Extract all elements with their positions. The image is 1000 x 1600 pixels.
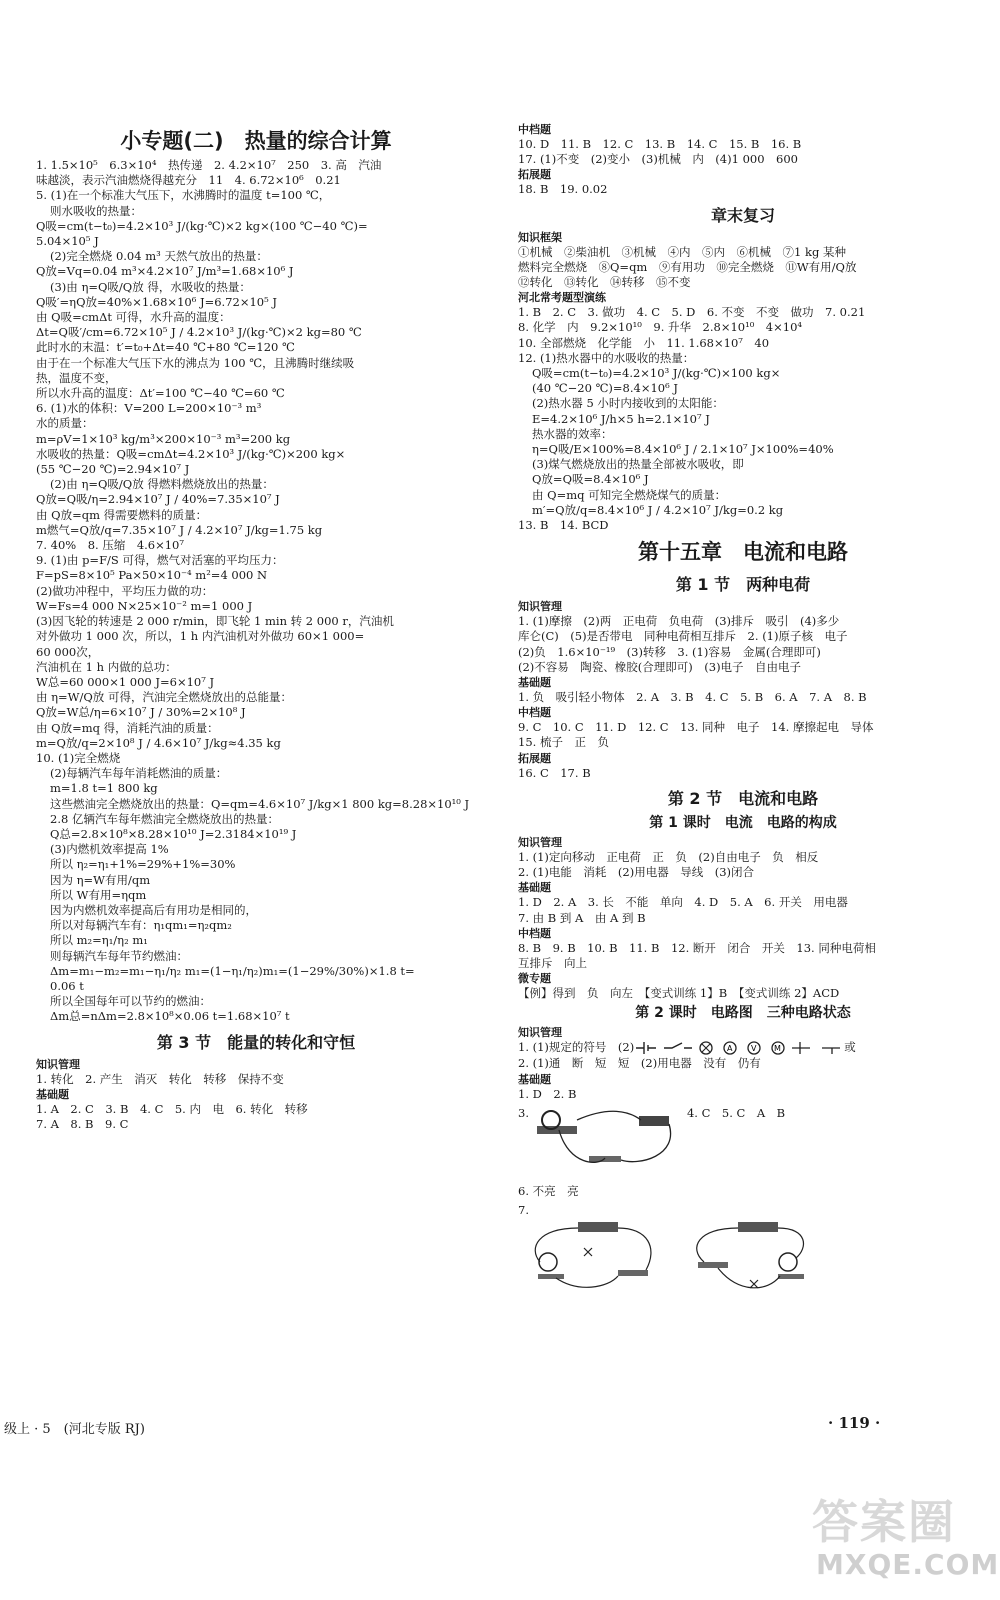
answer-line: (2)做功冲程中，平均压力做的功： (36, 583, 214, 598)
category-label: 知识框架 (518, 230, 562, 244)
answer-line: 7. 由 B 到 A 由 A 到 B (518, 910, 646, 925)
circuit-figure-3 (529, 1106, 679, 1176)
category-label: 知识管理 (36, 1057, 80, 1071)
watermark-logo: 答案圈 (812, 1495, 956, 1549)
answer-line: 则每辆汽车每年节约燃油： (50, 948, 188, 963)
answer-line: 9. (1)由 p=F/S 可得，燃气对活塞的平均压力： (36, 553, 284, 568)
answer-line: 互排斥 向上 (518, 955, 587, 970)
answer-line: 汽油机在 1 h 内做的总功： (36, 659, 177, 674)
answer-line: Q放=Vq=0.04 m³×4.2×10⁷ J/m³=1.68×10⁶ J (36, 264, 294, 279)
category-label: 知识管理 (518, 1026, 562, 1040)
right-column (518, 122, 968, 1307)
answer-line: 1. B 2. C 3. 做功 4. C 5. D 6. 不变 不变 做功 7. 0.21 (518, 305, 866, 320)
answer-line: 【例】得到 负 向左 【变式训练 1】B 【变式训练 2】ACD (518, 986, 840, 1001)
answer-line: 9. C 10. C 11. D 12. C 13. 同种 电子 14. 摩擦起电 导体 (518, 720, 874, 735)
answer-line: 所以全国每年可以节约的燃油： (50, 994, 211, 1009)
answer-line: 由于在一个标准大气压下水的沸点为 100 ℃，且沸腾时继续吸 (36, 355, 355, 370)
answer-line: (2)不容易 陶瓷、橡胶(合理即可) (3)电子 自由电子 (518, 659, 802, 674)
answer-line: (3)因飞轮的转速是 2 000 r/min，即飞轮 1 min 转 2 000 r，汽油机 (36, 614, 394, 629)
section-heading: 小专题(二) 热量的综合计算 (120, 129, 392, 153)
answer-line: Δm总=nΔm=2.8×10⁸×0.06 t=1.68×10⁷ t (50, 1009, 290, 1024)
figure-row (518, 1203, 968, 1302)
answer-line: 7. 40% 8. 压缩 4.6×10⁷ (36, 538, 184, 553)
answer-line: 1. 负 吸引轻小物体 2. A 3. B 4. C 5. B 6. A 7. A 8. B (518, 690, 867, 705)
answer-line: 2. (1)通 断 短 短 (2)用电器 没有 仍有 (518, 1056, 761, 1071)
answer-line: 3. (518, 1105, 529, 1120)
subsection-heading: 第 3 节 能量的转化和守恒 (156, 1032, 356, 1052)
subsection-heading: 章末复习 (710, 205, 775, 225)
answer-line: 由 η=W/Q放 可得，汽油完全燃烧放出的总能量： (36, 690, 292, 705)
lesson-heading: 第 2 课时 电路图 三种电路状态 (635, 1005, 851, 1022)
answer-line: 由 Q吸=cmΔt 可得，水升高的温度： (36, 310, 231, 325)
watermark-url: MXQE.COM (816, 1548, 1000, 1581)
category-label: 基础题 (36, 1087, 69, 1101)
answer-line: (3)内燃机效率提高 1% (50, 842, 169, 857)
answer-line: 16. C 17. B (518, 765, 591, 780)
category-label: 基础题 (518, 1072, 551, 1086)
answer-line: 由 Q=mq 可知完全燃烧煤气的质量： (532, 487, 727, 502)
answer-line: 则水吸收的热量： (50, 203, 142, 218)
answer-line: W=Fs=4 000 N×25×10⁻² m=1 000 J (36, 598, 253, 613)
category-label: 拓展题 (518, 751, 551, 765)
lesson-heading: 第 1 课时 电流 电路的构成 (649, 814, 837, 831)
answer-line: 15. 梳子 正 负 (518, 735, 609, 750)
answer-line: 18. B 19. 0.02 (518, 182, 608, 197)
answer-line: 热水器的效率： (532, 426, 613, 441)
answer-line: 1. A 2. C 3. B 4. C 5. 内 电 6. 转化 转移 (36, 1101, 308, 1116)
answer-line: 所以对每辆汽车有：η₁qm₁=η₂qm₂ (50, 918, 232, 933)
answer-line: Q放=Q吸=8.4×10⁶ J (532, 472, 649, 487)
answer-line: 因为 η=W有用/qm (50, 872, 151, 887)
answer-line: 8. B 9. B 10. B 11. B 12. 断开 闭合 开关 13. 同种电荷相 (518, 940, 876, 955)
answer-line: 13. B 14. BCD (518, 518, 609, 533)
answer-line: 这些燃油完全燃烧放出的热量：Q=qm=4.6×10⁷ J/kg×1 800 kg=8.28×10¹⁰ J (50, 796, 470, 811)
answer-line: 所以 W有用=ηqm (50, 887, 147, 902)
answer-line: 60 000次， (36, 644, 100, 659)
answer-line: 1. D 2. B (518, 1086, 577, 1101)
answer-line: Q吸=cm(t−t₀)=4.2×10³ J/(kg·℃)×100 kg× (532, 366, 781, 381)
circuit-figure-7 (518, 1218, 818, 1298)
answer-line: 10. 全部燃烧 化学能 小 11. 1.68×10⁷ 40 (518, 335, 770, 350)
answer-line: 因为内燃机效率提高后有用功是相同的， (50, 902, 257, 917)
answer-line: Q放=Q吸/η=2.94×10⁷ J / 40%=7.35×10⁷ J (36, 492, 280, 507)
figure-row (518, 1106, 968, 1180)
category-label: 知识管理 (518, 835, 562, 849)
answer-line: Q总=2.8×10⁸×8.28×10¹⁰ J=2.3184×10¹⁹ J (50, 826, 297, 841)
category-label: 基础题 (518, 881, 551, 895)
answer-line: W总=60 000×1 000 J=6×10⁷ J (36, 674, 215, 689)
answer-line: 1. D 2. A 3. 长 不能 单向 4. D 5. A 6. 开关 用电器 (518, 895, 848, 910)
category-label: 中档题 (518, 706, 551, 720)
answer-line: E=4.2×10⁶ J/h×5 h=2.1×10⁷ J (532, 411, 710, 426)
answer-line: 17. (1)不变 (2)变小 (3)机械 内 (4)1 000 600 (518, 152, 798, 167)
answer-line: 水的质量： (36, 416, 94, 431)
subsection-heading: 第 1 节 两种电荷 (675, 575, 811, 595)
answer-line: Δt=Q吸′/cm=6.72×10⁵ J / 4.2×10³ J/(kg·℃)×2 kg=80 ℃ (36, 325, 362, 340)
watermark (812, 1486, 1000, 1590)
answer-line: 5.04×10⁵ J (36, 234, 99, 249)
answer-line: (2)完全燃烧 0.04 m³ 天然气放出的热量： (50, 249, 268, 264)
answer-line: 热，温度不变， (36, 370, 117, 385)
answer-line: 12. (1)热水器中的水吸收的热量： (518, 350, 695, 365)
symbol-or-text: 或 (844, 1040, 856, 1055)
answer-line: 此时水的末温：t′=t₀+Δt=40 ℃+80 ℃=120 ℃ (36, 340, 295, 355)
category-label: 中档题 (518, 123, 551, 136)
section-heading: 第十五章 电流和电路 (638, 540, 848, 565)
answer-line: 所以水升高的温度：Δt′=100 ℃−40 ℃=60 ℃ (36, 386, 285, 401)
answer-line: 4. C 5. C A B (686, 1105, 786, 1120)
answer-line: Q放=W总/η=6×10⁷ J / 30%=2×10⁸ J (36, 705, 246, 720)
answer-line: (2)负 1.6×10⁻¹⁹ (3)转移 3. (1)容易 金属(合理即可) (518, 644, 821, 659)
answer-line: Δm=m₁−m₂=m₁−η₁/η₂ m₁=(1−η₁/η₂)m₁=(1−29%/30%)×1.8 t= (50, 963, 415, 978)
answer-line: ⑫转化 ⑬转化 ⑭转移 ⑮不变 (518, 275, 691, 290)
answer-line: 1. (1)规定的符号 (2) A V M 或 (518, 1040, 856, 1055)
left-column (36, 122, 476, 1132)
answer-line: Q吸′=ηQ放=40%×1.68×10⁶ J=6.72×10⁵ J (36, 294, 277, 309)
answer-line: 由 Q放=mq 得，消耗汽油的质量： (36, 720, 219, 735)
answer-line: (3)由 η=Q吸/Q放 得，水吸收的热量： (50, 279, 251, 294)
category-label: 中档题 (518, 926, 551, 940)
answer-line: Q吸=cm(t−t₀)=4.2×10³ J/(kg·℃)×2 kg×(100 ℃−40 ℃)= (36, 218, 368, 233)
answer-line: 由 Q放=qm 得需要燃料的质量： (36, 507, 208, 522)
answer-line: (3)煤气燃烧放出的热量全部被水吸收，即 (532, 457, 744, 472)
answer-line: (55 ℃−20 ℃)=2.94×10⁷ J (36, 462, 190, 477)
answer-line: 所以 m₂=η₁/η₂ m₁ (50, 933, 148, 948)
subsection-heading: 第 2 节 电流和电路 (667, 788, 819, 808)
answer-line: 7. A 8. B 9. C (36, 1116, 129, 1131)
category-label: 河北常考题型演练 (518, 291, 606, 305)
svg-text:V: V (751, 1044, 757, 1054)
answer-line: 5. (1)在一个标准大气压下，水沸腾时的温度 t=100 ℃， (36, 188, 331, 203)
answer-line: (40 ℃−20 ℃)=8.4×10⁶ J (532, 381, 678, 396)
page-number: · 119 · (828, 1414, 881, 1432)
answer-line: 0.06 t (50, 978, 84, 993)
category-label: 微专题 (518, 972, 551, 986)
answer-line: 1. (1)摩擦 (2)两 正电荷 负电荷 (3)排斥 吸引 (4)多少 (518, 614, 840, 629)
answer-line: 对外做功 1 000 次，所以，1 h 内汽油机对外做功 60×1 000= (36, 629, 365, 644)
answer-line: 6. 不亮 亮 (518, 1183, 579, 1198)
answer-line: 10. D 11. B 12. C 13. B 14. C 15. B 16. B (518, 137, 802, 151)
category-label: 知识管理 (518, 600, 562, 614)
answer-line: m=Q放/q=2×10⁸ J / 4.6×10⁷ J/kg≈4.35 kg (36, 735, 281, 750)
answer-line: ①机械 ②柴油机 ③机械 ④内 ⑤内 ⑥机械 ⑦1 kg 某种 (518, 244, 846, 259)
answer-line: 6. (1)水的体积：V=200 L=200×10⁻³ m³ (36, 401, 262, 416)
answer-line: 库仑(C) (5)是否带电 同种电荷相互排斥 2. (1)原子核 电子 (518, 629, 848, 644)
answer-line: 10. (1)完全燃烧 (36, 750, 121, 765)
answer-line: η=Q吸/E×100%=8.4×10⁶ J / 2.1×10⁷ J×100%=40% (532, 442, 834, 457)
answer-line: 2. (1)电能 消耗 (2)用电器 导线 (3)闭合 (518, 865, 754, 880)
answer-line: (2)由 η=Q吸/Q放 得燃料燃烧放出的热量： (50, 477, 274, 492)
answer-line: m=1.8 t=1 800 kg (50, 781, 158, 796)
answer-line: F=pS=8×10⁵ Pa×50×10⁻⁴ m²=4 000 N (36, 568, 268, 583)
footer-left: 级上 · 5 (河北专版 RJ) (4, 1422, 145, 1437)
answer-line: 1. (1)定向移动 正电荷 正 负 (2)自由电子 负 相反 (518, 849, 819, 864)
svg-text:M: M (774, 1044, 782, 1054)
answer-line: (2)热水器 5 小时内接收到的太阳能： (532, 396, 724, 411)
answer-line: m=ρV=1×10³ kg/m³×200×10⁻³ m³=200 kg (36, 431, 291, 446)
answer-line: 所以 η₂=η₁+1%=29%+1%=30% (50, 857, 236, 872)
answer-line: 味越淡，表示汽油燃烧得越充分 11 4. 6.72×10⁶ 0.21 (36, 173, 341, 188)
answer-line: 1. 1.5×10⁵ 6.3×10⁴ 热传递 2. 4.2×10⁷ 250 3. 高 汽油 (36, 158, 382, 172)
circuit-symbols (634, 1040, 844, 1056)
answer-line: 8. 化学 内 9.2×10¹⁰ 9. 升华 2.8×10¹⁰ 4×10⁴ (518, 320, 803, 335)
answer-line: 1. 转化 2. 产生 消灭 转化 转移 保持不变 (36, 1071, 284, 1086)
answer-line: 燃料完全燃烧 ⑧Q=qm ⑨有用功 ⑩完全燃烧 ⑪W有用/Q放 (518, 259, 857, 274)
category-label: 基础题 (518, 676, 551, 690)
answer-line: 2.8 亿辆汽车每年燃油完全燃烧放出的热量： (50, 811, 279, 826)
svg-text:A: A (727, 1044, 733, 1054)
answer-line: 7. (518, 1203, 529, 1218)
answer-line: 水吸收的热量：Q吸=cmΔt=4.2×10³ J/(kg·℃)×200 kg× (36, 446, 346, 461)
answer-line: m′=Q放/q=8.4×10⁶ J / 4.2×10⁷ J/kg=0.2 kg (532, 502, 784, 517)
answer-line: (2)每辆汽车每年消耗燃油的质量： (50, 766, 228, 781)
category-label: 拓展题 (518, 168, 551, 182)
answer-line: m燃气=Q放/q=7.35×10⁷ J / 4.2×10⁷ J/kg=1.75 kg (36, 522, 323, 537)
